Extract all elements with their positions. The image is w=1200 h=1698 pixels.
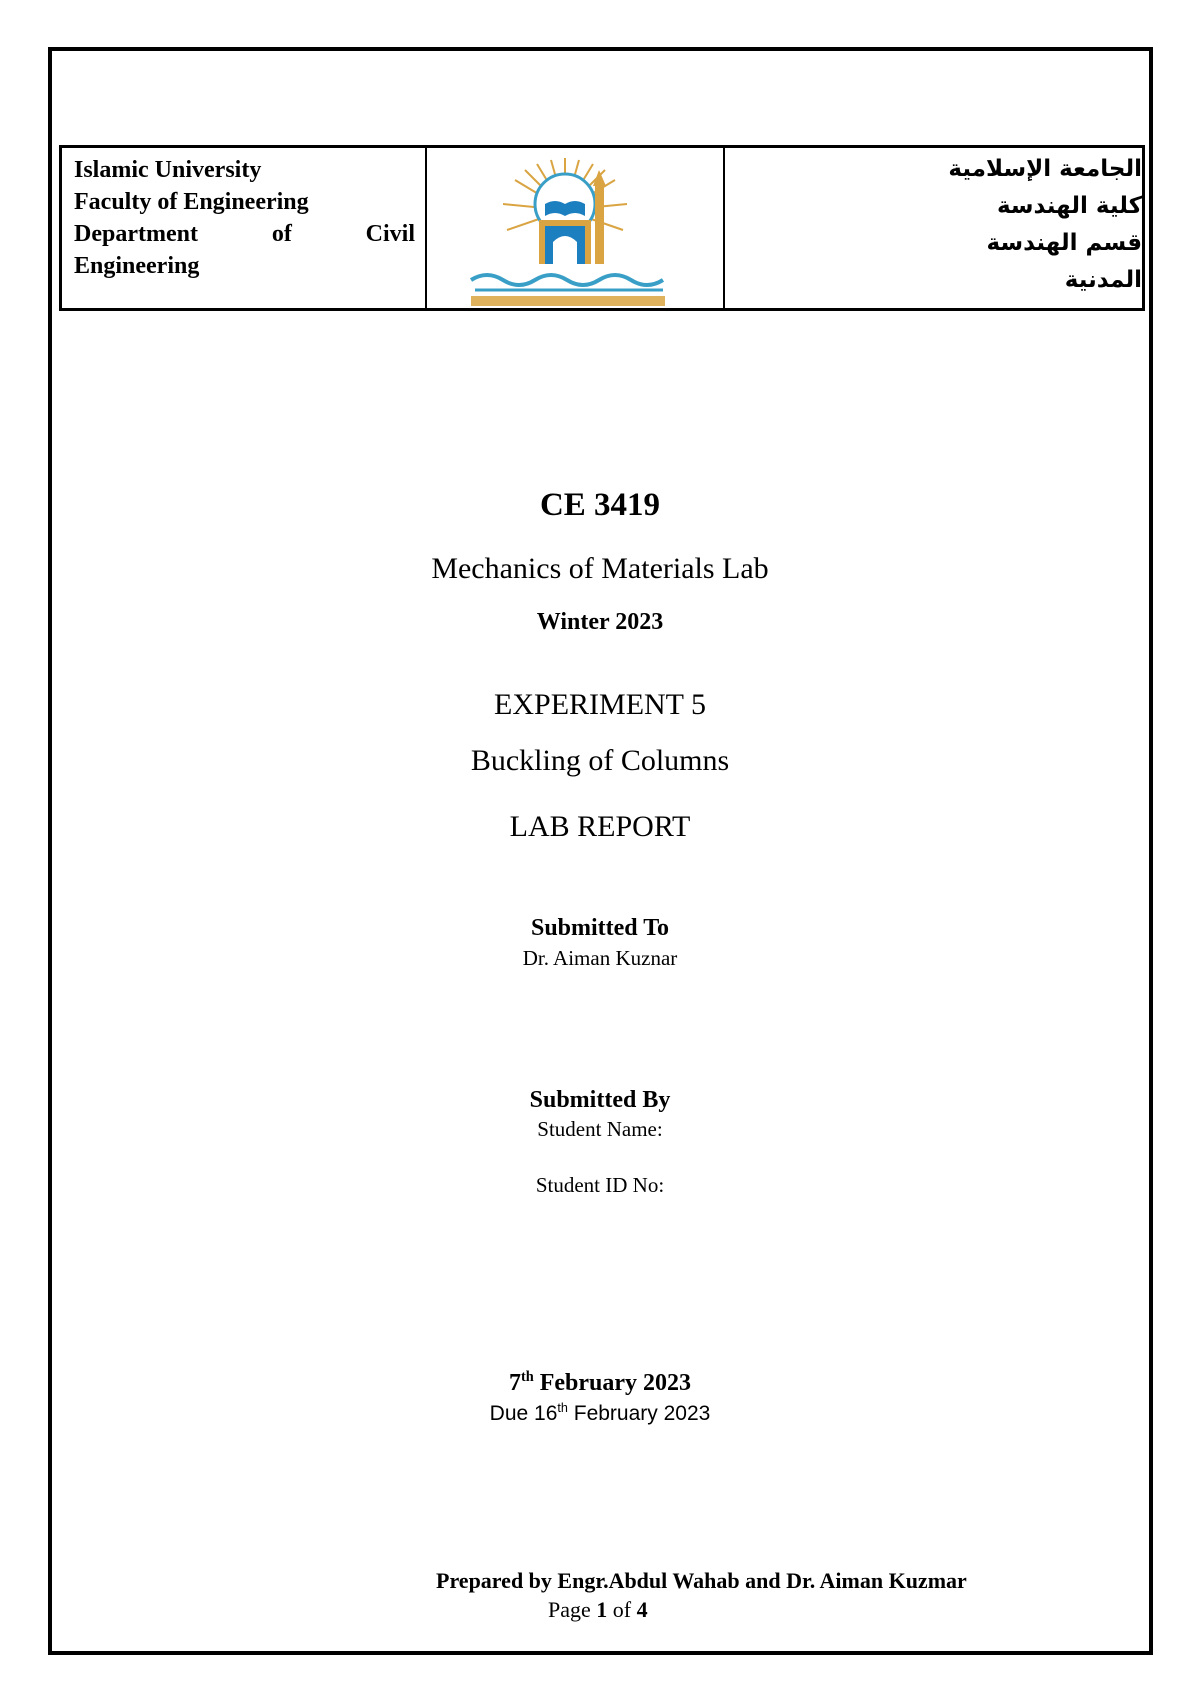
logo-cell — [427, 148, 725, 308]
header-english — [62, 148, 427, 308]
prepared-by: Prepared by Engr.Abdul Wahab and Dr. Aiman Kuzmar — [436, 1568, 967, 1593]
department-last-word: Engineering — [74, 253, 200, 279]
date-rest: February 2023 — [533, 1370, 692, 1396]
page-of: of — [607, 1597, 637, 1622]
course-name: Mechanics of Materials Lab — [431, 552, 769, 585]
date-day: 7 — [508, 1370, 521, 1396]
department-line — [74, 218, 415, 250]
page-prefix: Page — [548, 1597, 597, 1622]
date-suffix: th — [520, 1369, 534, 1385]
submitted-by-label: Submitted By — [529, 1087, 671, 1113]
page-current: 1 — [596, 1597, 608, 1622]
page-total: 4 — [636, 1597, 648, 1622]
term: Winter 2023 — [536, 609, 664, 635]
course-code: CE 3419 — [539, 487, 661, 523]
faculty-name-arabic: كلية الهندسة — [996, 193, 1142, 219]
due-prefix: Due 16 — [489, 1402, 558, 1425]
department-word-2: of — [271, 221, 292, 247]
experiment-title: EXPERIMENT 5 — [494, 688, 706, 721]
due-suffix: th — [557, 1401, 568, 1415]
faculty-name: Faculty of Engineering — [74, 189, 309, 215]
instructor-name: Dr. Aiman Kuznar — [522, 946, 678, 970]
department-name-arabic: قسم الهندسة المدنية — [986, 230, 1142, 293]
due-rest: February 2023 — [567, 1402, 711, 1425]
experiment-topic: Buckling of Columns — [470, 744, 730, 777]
header-arabic — [725, 148, 1142, 308]
report-date — [0, 1370, 1200, 1397]
page-number — [548, 1597, 648, 1623]
university-name: Islamic University — [74, 157, 262, 183]
university-emblem-icon — [427, 148, 723, 308]
header-table — [59, 145, 1145, 311]
department-word-1: Department — [74, 221, 198, 247]
student-name-label: Student Name: — [537, 1117, 663, 1141]
university-name-arabic: الجامعة الإسلامية — [948, 156, 1142, 182]
submitted-to-label: Submitted To — [530, 915, 670, 941]
report-label: LAB REPORT — [509, 810, 691, 843]
student-id-label: Student ID No: — [535, 1173, 665, 1197]
due-date — [0, 1402, 1200, 1426]
department-word-3: Civil — [365, 221, 415, 247]
